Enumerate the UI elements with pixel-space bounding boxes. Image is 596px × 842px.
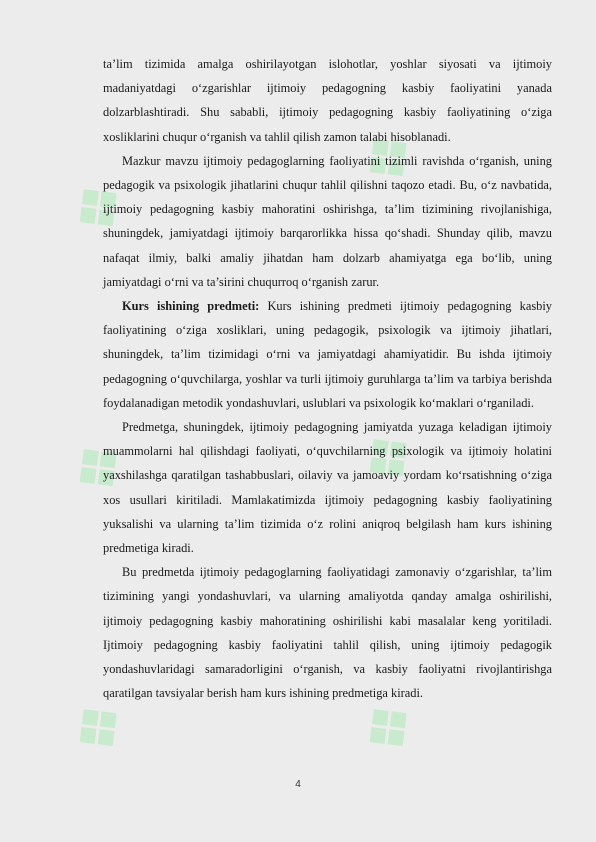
paragraph-text: Kurs ishining predmeti ijtimoiy pedagogning kasbiy faoliyatining o‘ziga xosliklari, uning pedagogik, psixologik va ijtimoiy jihatlari, shuningdek, ta’lim tizimidagi o‘rni va jamiyatdagi ahamiyatidir. Bu ishda ijtimoiy pedagogning o‘quvchilarga, yoshlar va turli ijtimoiy guruhlarga ta’lim va tarbiya berishda foydalanadigan metodik yondashuvlari, uslublari va psixologik ko‘maklari o‘rganiladi. — [103, 299, 552, 410]
paragraph-text: Bu predmetda ijtimoiy pedagoglarning faoliyatidagi zamonaviy o‘zgarishlar, ta’lim tizimining yangi yondashuvlari, va ularning amaliyotda qanday amalga oshirilishi, ijtimoiy pedagogning kasbiy mahoratining oshirilishi kabi masalalar keng yoritiladi. Ijtimoiy pedagogning kasbiy faoliyatini tahlil qilish, uning ijtimoiy pedagogik yondashuvlaridagi samaradorligini o‘rganish, va kasbiy faoliyatni rivojlantirishga qaratilgan tavsiyalar berish ham kurs ishining predmetiga kiradi. — [103, 565, 552, 701]
paragraph-1 — [103, 52, 552, 149]
watermark-mark: ❖ — [54, 157, 152, 257]
paragraph-text: ta’lim tizimida amalga oshirilayotgan islohotlar, yoshlar siyosati va ijtimoiy madaniyatdagi o‘zgarishlar ijtimoiy pedagogning kasbiy faoliyatini yanada dolzarblashtiradi. Shu sababli, ijtimoiy pedagogning kasbiy faoliyatining o‘ziga xosliklarini chuqur o‘rganish va tahlil qilish zamon talabi hisoblanadi. — [103, 57, 552, 144]
page-number: 4 — [295, 779, 301, 790]
paragraph-lead: Kurs ishining predmeti: — [122, 299, 260, 314]
watermark-mark: ❖ — [344, 407, 442, 507]
watermark-mark: ❖ — [54, 677, 152, 777]
paragraph-text: Mazkur mavzu ijtimoiy pedagoglarning faoliyatini tizimli ravishda o‘rganish, uning pedagogik va psixologik jihatlarini chuqur tahlil qilishni taqozo etadi. Bu, o‘z navbatida, ijtimoiy pedagogning kasbiy mahoratini oshirishga, ta’lim tizimining rivojlanishiga, shuningdek, jamiyatdagi ijtimoiy barqarorlikka hissa qo‘shadi. Shunday qilib, mavzu nafaqat ilmiy, balki amaliy jihatdan ham dolzarb ahamiyatga ega bo‘lib, uning jamiyatdagi o‘rni va ta’sirini chuqurroq o‘rganish zarur. — [103, 153, 552, 289]
paragraph-4 — [103, 415, 552, 560]
watermark-mark: ❖ — [54, 417, 152, 517]
watermark-mark: ❖ — [344, 107, 442, 207]
paragraph-2 — [103, 149, 552, 294]
watermark-mark: ❖ — [344, 677, 442, 777]
paragraph-text: Predmetga, shuningdek, ijtimoiy pedagogning jamiyatda yuzaga keladigan ijtimoiy muammolarni hal qilishdagi faoliyati, o‘quvchilarning psixologik va ijtimoiy holatini yaxshilashga qaratilgan tashabbuslari, oilaviy va jamoaviy yordam ko‘rsatishning o‘ziga xos usullari kiritiladi. Mamlakatimizda ijtimoiy pedagogning kasbiy faoliyatining yuksalishi va ularning ta’lim tizimida o‘z rolini aniqroq belgilash ham kurs ishining predmetiga kiradi. — [103, 420, 552, 556]
paragraph-3 — [103, 294, 552, 415]
paragraph-5 — [103, 560, 552, 705]
body-text — [103, 52, 552, 705]
